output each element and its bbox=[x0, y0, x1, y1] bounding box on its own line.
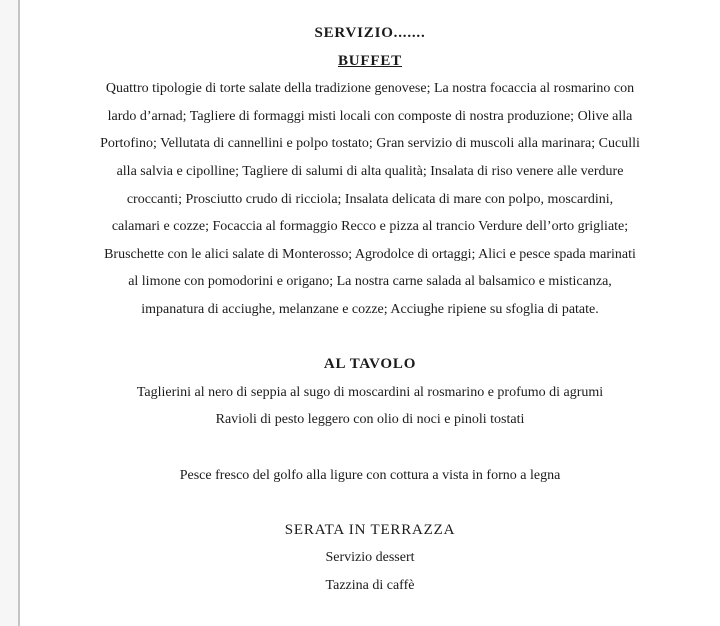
main-course-line: Pesce fresco del golfo alla ligure con cottura a vista in forno a legna bbox=[179, 467, 561, 483]
buffet-heading bbox=[20, 48, 720, 76]
serata-line: Tazzina di caffè bbox=[325, 577, 415, 593]
al-tavolo-line: Ravioli di pesto leggero con olio di noci e pinoli tostati bbox=[215, 412, 525, 428]
service-title: SERVIZIO....... bbox=[314, 25, 426, 41]
serata-heading: SERATA IN TERRAZZA bbox=[284, 521, 456, 538]
blank-line bbox=[20, 489, 720, 517]
page-left-margin bbox=[0, 0, 20, 626]
buffet-line: croccanti; Prosciutto crudo di ricciola; Insalata delicata di mare con polpo, moscardini, bbox=[126, 191, 614, 207]
buffet-line: calamari e cozze; Focaccia al formaggio Recco e pizza al trancio Verdure dell’orto grigliate; bbox=[111, 219, 629, 235]
al-tavolo-heading: AL TAVOLO bbox=[323, 356, 417, 373]
buffet-line: impanatura di acciughe, melanzane e cozze; Acciughe ripiene su sfoglia di patate. bbox=[141, 301, 599, 317]
al-tavolo-line: Taglierini al nero di seppia al sugo di moscardini al rosmarino e profumo di agrumi bbox=[136, 384, 604, 400]
serata-line: Servizio dessert bbox=[325, 550, 415, 566]
buffet-line: al limone con pomodorini e origano; La nostra carne salada al balsamico e misticanza, bbox=[128, 274, 612, 290]
buffet-heading-text: BUFFET bbox=[338, 52, 402, 69]
buffet-line: alla salvia e cipolline; Tagliere di salumi di alta qualità; Insalata di riso venere alle verdure bbox=[116, 163, 624, 179]
buffet-line: lardo d’arnad; Tagliere di formaggi misti locali con composte di nostra produzione; Olive alla bbox=[107, 108, 633, 124]
buffet-line: Bruschette con le alici salate di Monterosso; Agrodolce di ortaggi; Alici e pesce spada marinati bbox=[104, 246, 636, 262]
menu-document bbox=[20, 0, 720, 626]
buffet-line: Quattro tipologie di torte salate della tradizione genovese; La nostra focaccia al rosmarino con bbox=[105, 81, 635, 97]
buffet-line: Portofino; Vellutata di cannellini e polpo tostato; Gran servizio di muscoli alla marinara; Cuculli bbox=[100, 136, 640, 152]
blank-line bbox=[20, 324, 720, 352]
blank-line bbox=[20, 434, 720, 462]
